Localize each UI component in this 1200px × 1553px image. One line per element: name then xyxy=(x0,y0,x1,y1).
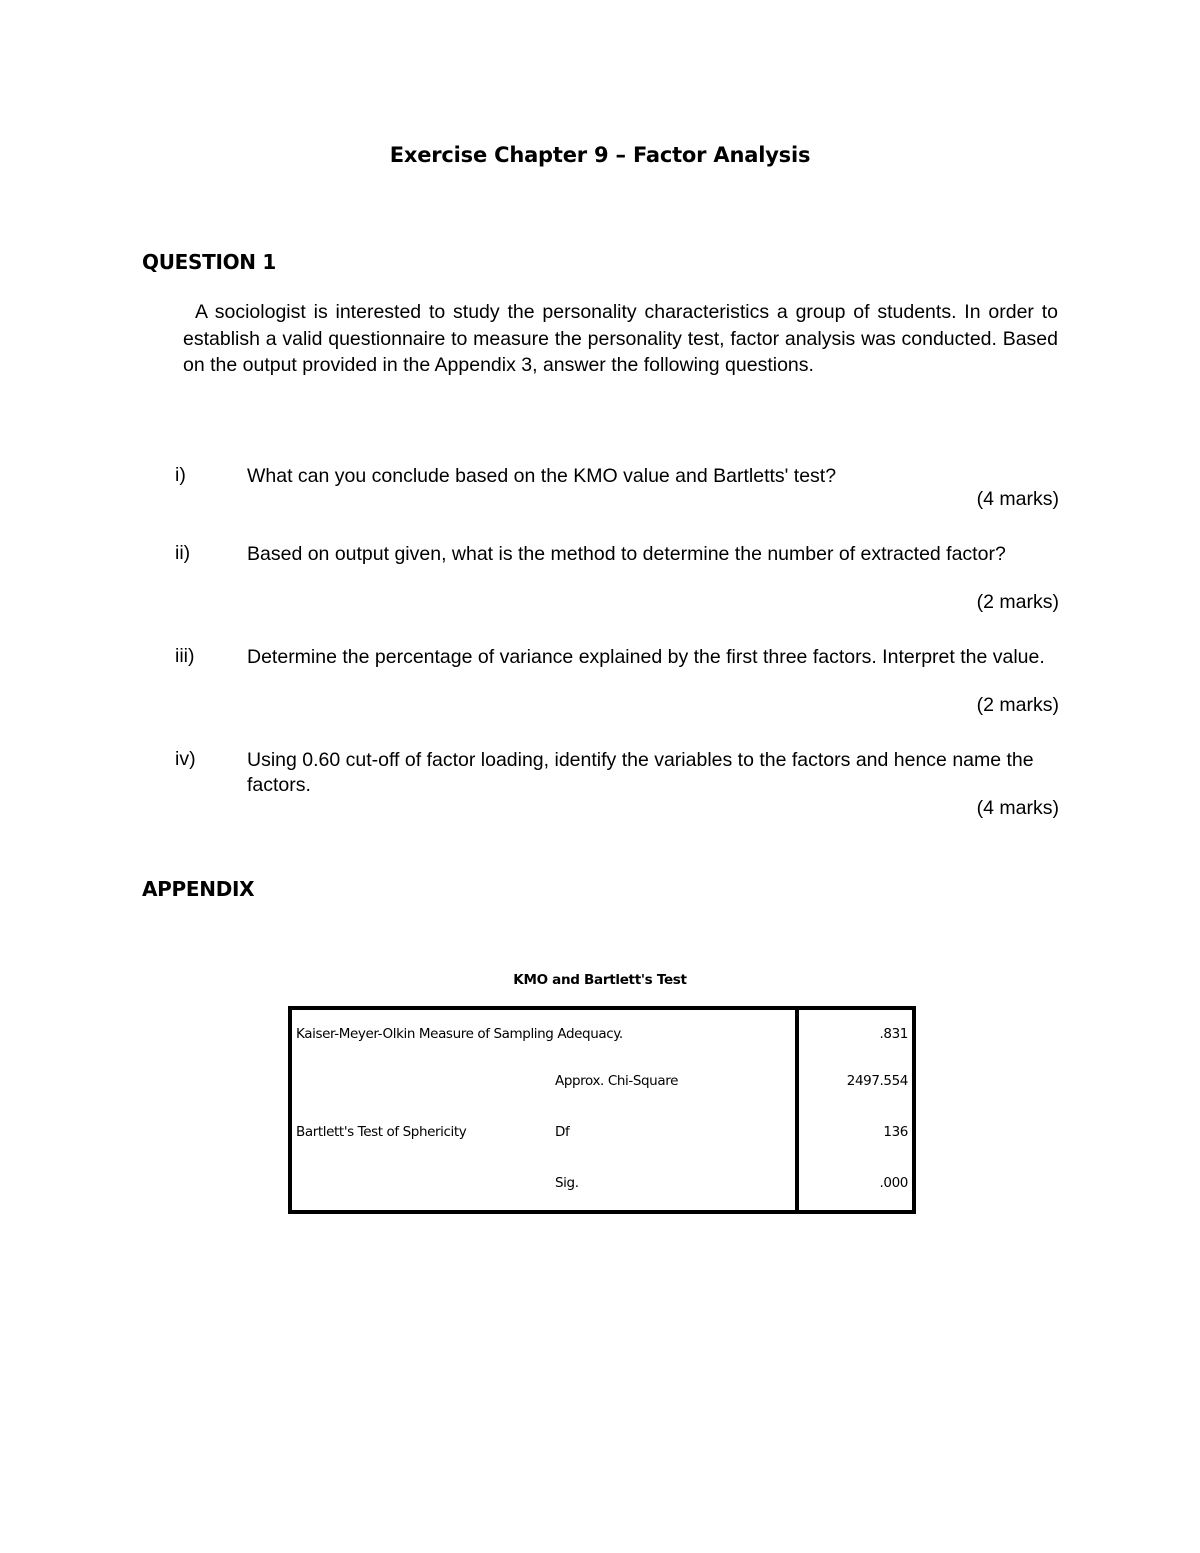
table-row-value: 136 xyxy=(883,1124,908,1140)
table-row-value: 2497.554 xyxy=(846,1073,908,1089)
table-row-label: Df xyxy=(555,1124,570,1140)
question-text: Determine the percentage of variance explained by the first three factors. Interpret the value. xyxy=(247,646,1045,668)
kmo-value: .831 xyxy=(879,1026,908,1042)
question-text: Based on output given, what is the method to determine the number of extracted factor? xyxy=(247,543,1006,565)
kmo-label: Kaiser-Meyer-Olkin Measure of Sampling Adequacy. xyxy=(296,1026,623,1042)
bartlett-label: Bartlett's Test of Sphericity xyxy=(296,1124,467,1140)
question-marks: (2 marks) xyxy=(976,694,1059,716)
question-text: Using 0.60 cut-off of factor loading, identify the variables to the factors and hence name the factors. xyxy=(247,749,1034,796)
question-text: What can you conclude based on the KMO value and Bartletts' test? xyxy=(247,465,837,487)
table-row-value: .000 xyxy=(879,1175,908,1191)
question-number: iii) xyxy=(175,645,195,667)
question-heading: QUESTION 1 xyxy=(142,250,277,274)
table-title: KMO and Bartlett's Test xyxy=(513,972,687,988)
question-intro: A sociologist is interested to study the personality characteristics a group of students. In order to establish a valid questionnaire to measure the personality test, factor analysis was conducted. Based on the output provided in the Appendix 3, answer the following questions. xyxy=(183,301,1058,376)
table-row-label: Approx. Chi-Square xyxy=(555,1073,678,1089)
question-number: ii) xyxy=(175,542,191,564)
appendix-heading: APPENDIX xyxy=(142,877,255,901)
table-divider xyxy=(795,1010,799,1210)
question-marks: (4 marks) xyxy=(976,797,1059,819)
question-number: iv) xyxy=(175,748,196,770)
table-row-label: Sig. xyxy=(555,1175,579,1191)
document-title: Exercise Chapter 9 – Factor Analysis xyxy=(389,143,811,167)
question-number: i) xyxy=(175,464,186,486)
kmo-bartlett-table xyxy=(288,1006,916,1214)
question-marks: (2 marks) xyxy=(976,591,1059,613)
question-marks: (4 marks) xyxy=(976,488,1059,510)
